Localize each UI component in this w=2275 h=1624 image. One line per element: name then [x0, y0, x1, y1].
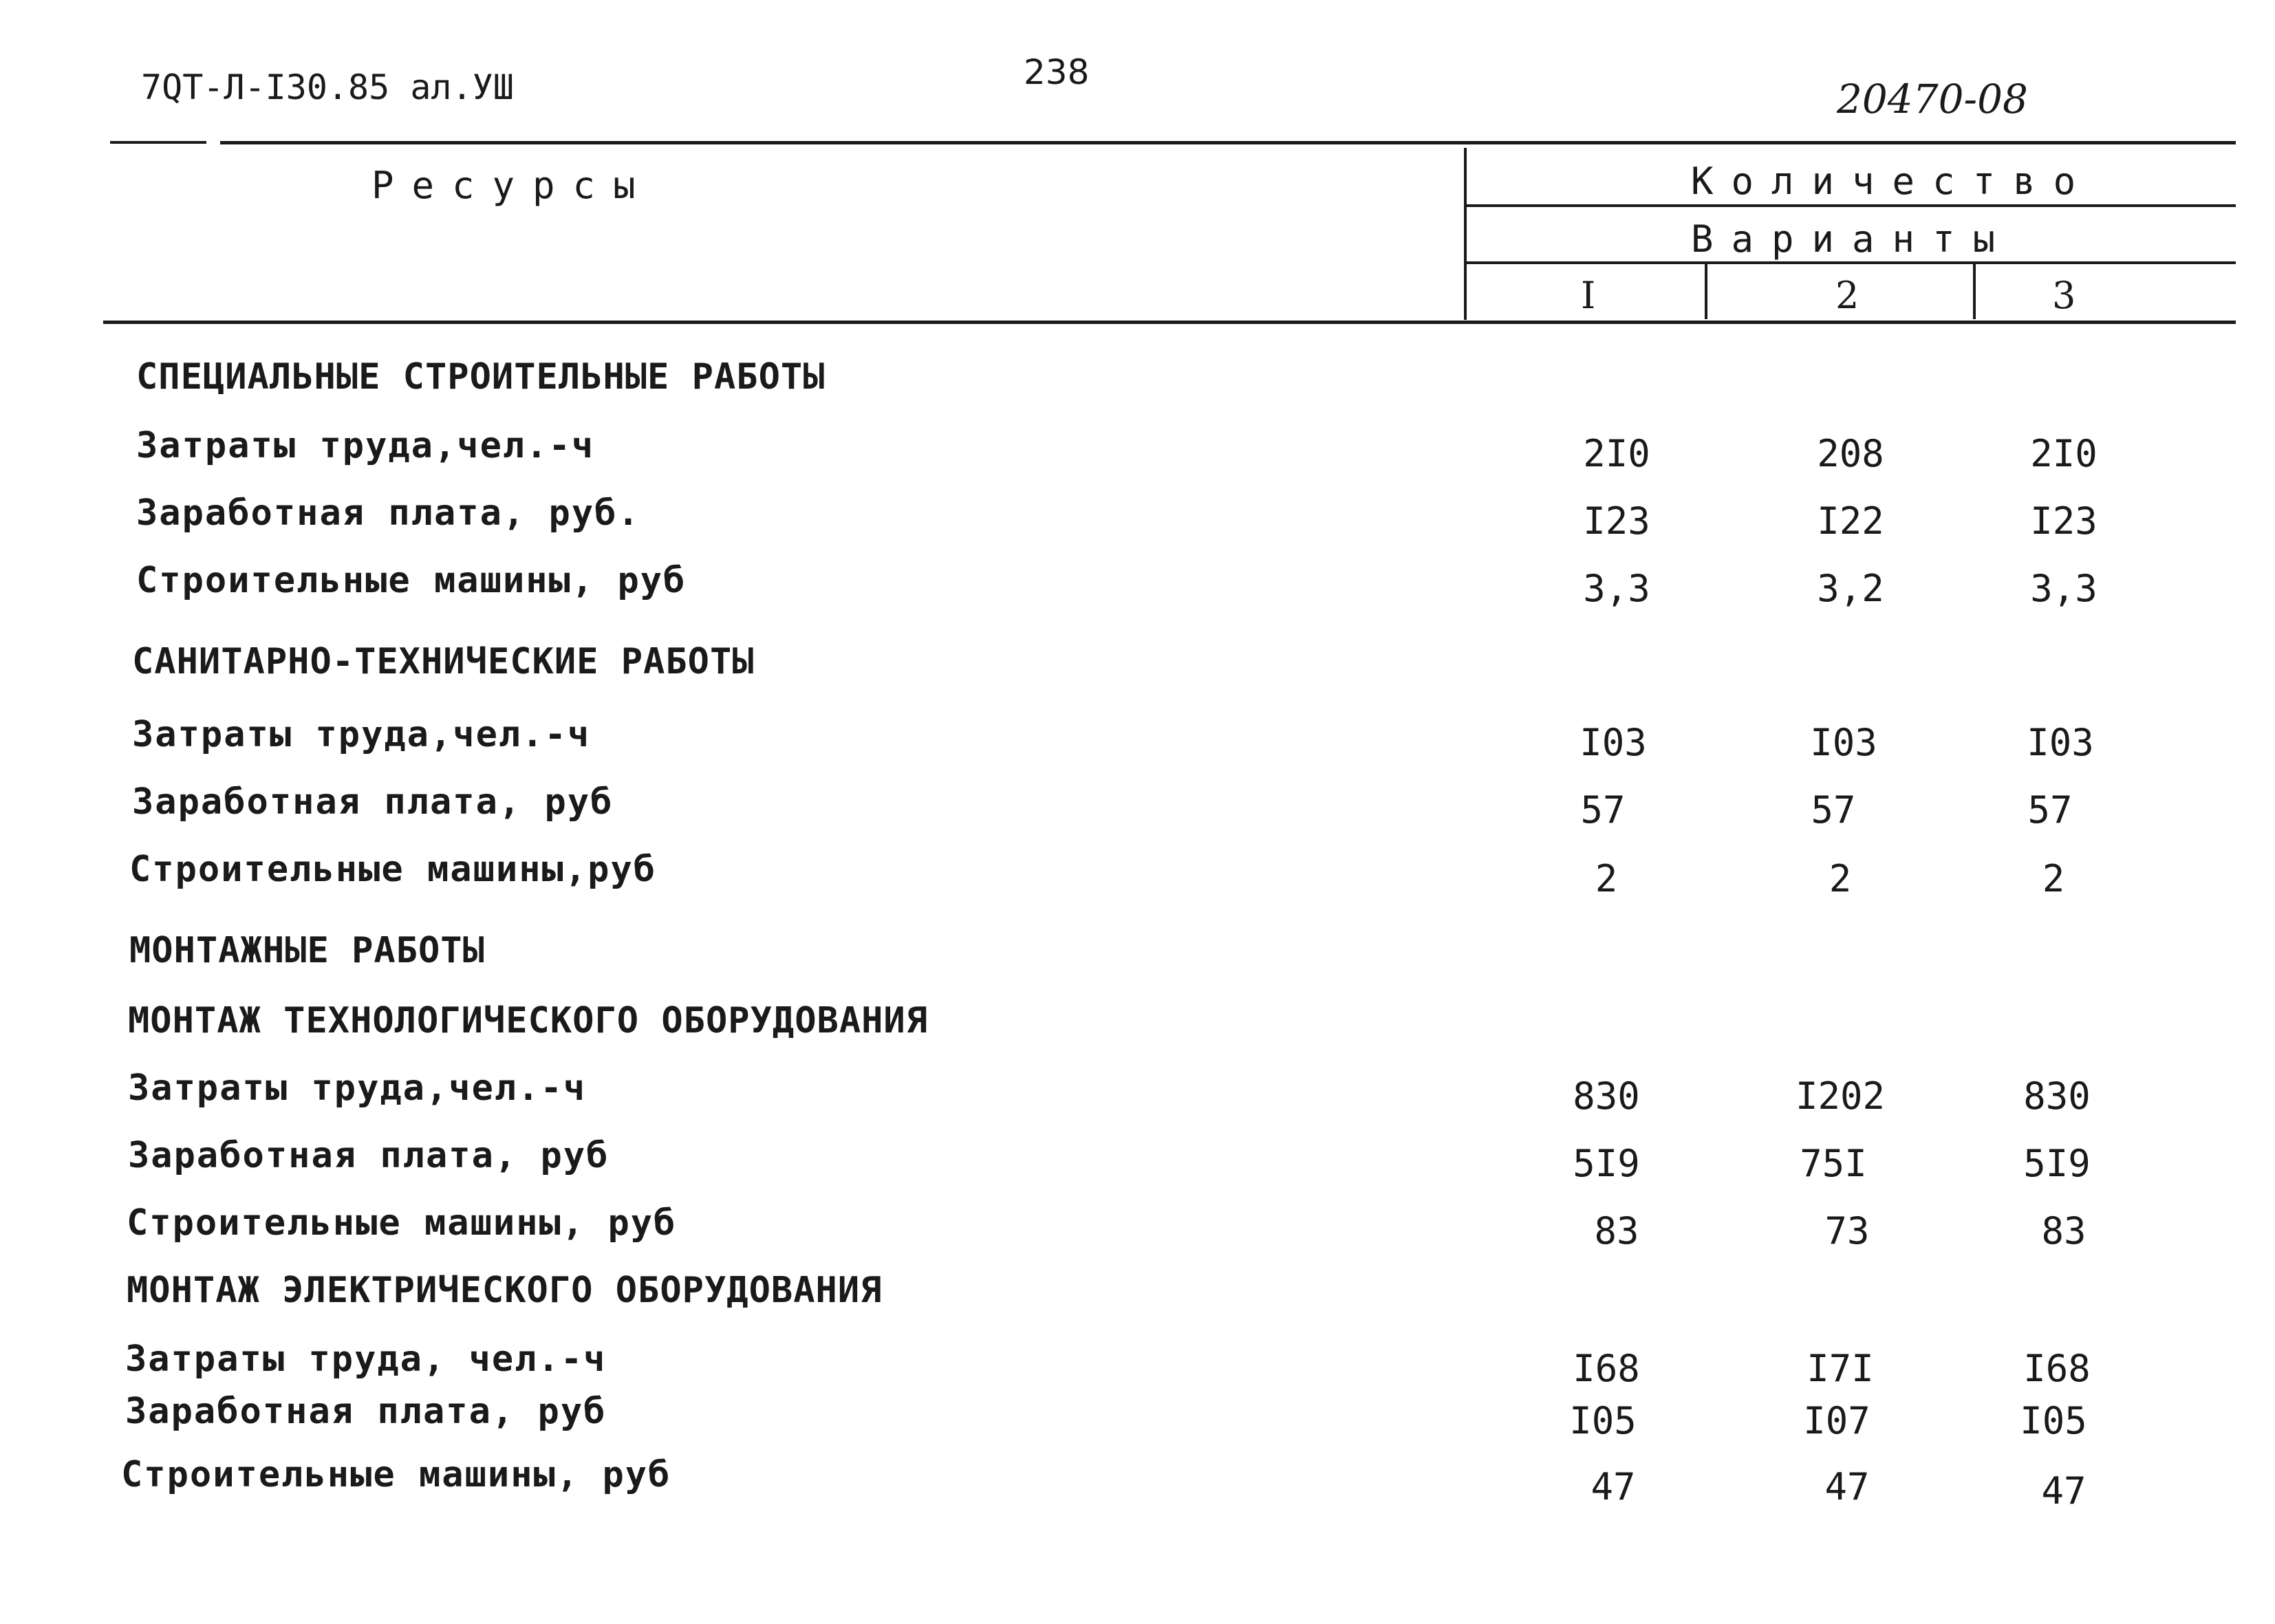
row-value-2: 57 [1811, 788, 1856, 832]
row-label: Заработная плата, руб [128, 1135, 610, 1176]
row-value-2: I07 [1803, 1399, 1870, 1442]
column-divider-2 [1973, 264, 1976, 319]
header-bottom-rule [103, 321, 2236, 324]
variants-underline [1464, 261, 2236, 264]
section-title: САНИТАРНО-ТЕХНИЧЕСКИЕ РАБОТЫ [132, 641, 755, 682]
row-label: Строительные машины, руб [136, 560, 687, 601]
row-value-3: 830 [2023, 1074, 2091, 1118]
row-value-1: 83 [1594, 1209, 1639, 1253]
row-label: Заработная плата, руб. [136, 492, 640, 534]
row-value-2: 75I [1800, 1142, 1867, 1185]
row-value-3: 47 [2041, 1469, 2087, 1513]
row-value-1: 57 [1580, 788, 1626, 832]
section-title: МОНТАЖ ТЕХНОЛОГИЧЕСКОГО ОБОРУДОВАНИЯ [128, 1000, 929, 1041]
row-value-1: 3,3 [1583, 567, 1650, 610]
row-label: Заработная плата, руб [125, 1391, 607, 1432]
row-label: Затраты труда,чел.-ч [136, 425, 595, 466]
row-label: Затраты труда, чел.-ч [125, 1339, 607, 1380]
column-header-1: I [1581, 274, 1596, 317]
row-value-3: 57 [2027, 788, 2073, 832]
row-value-3: I03 [2027, 721, 2094, 764]
document-number: 20470-08 [1837, 76, 2028, 122]
row-value-3: I68 [2023, 1347, 2091, 1390]
row-value-2: 47 [1824, 1465, 1870, 1508]
row-value-3: 2I0 [2030, 432, 2098, 475]
row-label: Строительные машины, руб [121, 1454, 671, 1495]
row-value-3: I23 [2030, 499, 2098, 543]
row-value-3: 83 [2041, 1209, 2087, 1253]
row-value-1: 5I9 [1573, 1142, 1640, 1185]
top-rule-short [110, 141, 206, 144]
variants-heading: Варианты [1691, 217, 2014, 261]
row-value-1: I23 [1583, 499, 1650, 543]
row-value-1: I05 [1569, 1399, 1637, 1442]
quantity-underline [1464, 204, 2236, 207]
row-label: Строительные машины, руб [127, 1202, 677, 1244]
row-label: Затраты труда,чел.-ч [128, 1068, 587, 1109]
row-value-2: I22 [1817, 499, 1884, 543]
row-value-3: 5I9 [2023, 1142, 2091, 1185]
row-value-1: 2 [1595, 857, 1618, 900]
row-value-1: 47 [1591, 1465, 1636, 1508]
column-header-3: 3 [2052, 274, 2076, 317]
row-value-1: 2I0 [1583, 432, 1650, 475]
quantity-heading: Количество [1691, 160, 2094, 203]
section-title: СПЕЦИАЛЬНЫЕ СТРОИТЕЛЬНЫЕ РАБОТЫ [136, 356, 826, 398]
header-divider-vertical [1464, 148, 1467, 320]
row-value-3: 3,3 [2030, 567, 2098, 610]
row-value-3: I05 [2020, 1399, 2087, 1442]
section-title: МОНТАЖНЫЕ РАБОТЫ [129, 930, 485, 971]
row-value-2: 3,2 [1817, 567, 1884, 610]
row-label: Заработная плата, руб [132, 781, 614, 823]
column-header-2: 2 [1835, 274, 1859, 317]
row-value-2: I202 [1795, 1074, 1886, 1118]
resources-heading: Ресурсы [371, 164, 654, 207]
row-label: Строительные машины,руб [129, 849, 657, 890]
row-value-1: 830 [1573, 1074, 1640, 1118]
row-value-1: I03 [1579, 721, 1647, 764]
row-value-3: 2 [2042, 857, 2065, 900]
column-divider-1 [1705, 264, 1707, 319]
top-rule [220, 141, 2236, 144]
row-value-2: I7I [1807, 1347, 1874, 1390]
row-value-2: 2 [1829, 857, 1852, 900]
document-code: 7QТ-Л-І30.85 ал.УШ [141, 67, 514, 107]
section-title: МОНТАЖ ЭЛЕКТРИЧЕСКОГО ОБОРУДОВАНИЯ [127, 1270, 883, 1311]
row-value-1: I68 [1573, 1347, 1640, 1390]
row-label: Затраты труда,чел.-ч [132, 714, 591, 755]
row-value-2: 73 [1824, 1209, 1870, 1253]
row-value-2: I03 [1810, 721, 1877, 764]
row-value-2: 208 [1817, 432, 1884, 475]
page-number: 238 [1024, 52, 1090, 92]
